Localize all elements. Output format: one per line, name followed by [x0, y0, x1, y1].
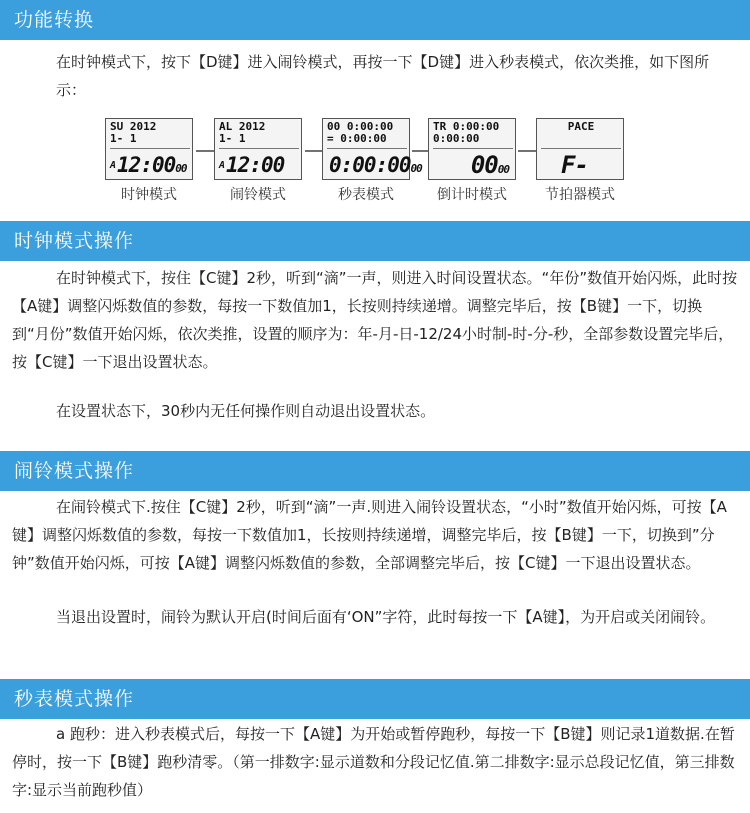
section-header-function-switch	[0, 0, 750, 40]
mode-label-stopwatch: 秒表模式	[338, 187, 394, 203]
section-header-alarm-mode	[0, 451, 750, 491]
mode-figures	[0, 118, 750, 208]
mode-label-alarm: 闹铃模式	[230, 187, 286, 203]
lcd-stopwatch-mode	[322, 118, 422, 180]
section-title: 时钟模式操作	[14, 230, 135, 252]
stopwatch-mode-paragraph-1: a 跑秒：进入秒表模式后，每按一下【A键】为开始或暂停跑秒，每按一下【B键】则记录1道数据.在暂停时，按一下【B键】跑秒清零。（第一排数字:显示道数和分段记忆值.第二排数字:显示总段记忆值，第三排数字:显示当前跑秒值）	[12, 725, 735, 799]
lcd-top-line-2: = 0:00:00	[327, 133, 387, 145]
lcd-metronome-mode	[536, 118, 624, 180]
clock-mode-paragraph-2: 在设置状态下，30秒内无任何操作则自动退出设置状态。	[56, 402, 436, 420]
lcd-main-digits: 12:00	[226, 153, 285, 177]
alarm-mode-paragraph-1: 在闹铃模式下.按住【C键】2秒，听到“滴”一声.则进入闹铃设置状态，“小时”数值开始闪烁，可按【A键】调整闪烁数值的参数，每按一下数值加1，长按则持续递增，调整完毕后，按【B键】一下，切换到”分钟”数值开始闪烁，可按【A键】调整闪烁数值的参数，全部调整完毕后，按【C键】一下退出设置状态。	[12, 498, 727, 572]
lcd-top-line-1: TR 0:00:00	[433, 121, 500, 133]
lcd-countdown-mode	[428, 118, 516, 180]
lcd-seconds: 00	[410, 162, 422, 175]
lcd-seconds: 00	[497, 163, 509, 176]
function-switch-paragraph: 在时钟模式下，按下【D键】进入闹铃模式，再按一下【D键】进入秒表模式，依次类推，如下图所示：	[56, 53, 710, 99]
alarm-mode-paragraph-2: 当退出设置时，闹铃为默认开启(时间后面有‘ON”字符，此时每按一下【A键】，为开启或关闭闹铃。	[56, 608, 716, 626]
section-title: 闹铃模式操作	[14, 460, 135, 482]
mode-label-metronome: 节拍器模式	[545, 187, 615, 203]
lcd-main-digits: 0:00:00	[329, 153, 411, 177]
lcd-top-line-1: 00 0:00:00	[327, 121, 394, 133]
clock-mode-paragraph-1: 在时钟模式下，按住【C键】2秒，听到“滴”一声，则进入时间设置状态。“年份”数值开始闪烁，此时按【A键】调整闪烁数值的参数，每按一下数值加1，长按则持续递增。调整完毕后，按【B键】一下，切换到“月份”数值开始闪烁，依次类推，设置的顺序为：年-月-日-12/24小时制-时-分-秒，全部参数设置完毕后，按【C键】一下退出设置状态。	[12, 269, 738, 371]
lcd-top-line-2: 1- 1	[110, 133, 137, 145]
lcd-top-line-1: AL 2012	[219, 121, 266, 133]
lcd-top-line-2: 1- 1	[219, 133, 246, 145]
lcd-main-digits: 12:00	[117, 153, 176, 177]
section-title: 功能转换	[14, 9, 95, 31]
lcd-main-digits: 00	[470, 151, 498, 179]
section-header-clock-mode	[0, 221, 750, 261]
lcd-prefix: A	[219, 160, 225, 171]
mode-label-clock: 时钟模式	[121, 187, 177, 203]
lcd-seconds: 00	[175, 162, 187, 175]
lcd-main-digits: F-	[561, 151, 588, 179]
section-title: 秒表模式操作	[14, 688, 135, 710]
lcd-top-line-1: SU 2012	[110, 121, 157, 133]
mode-label-countdown: 倒计时模式	[437, 187, 507, 203]
lcd-prefix: A	[110, 160, 116, 171]
lcd-clock-mode	[105, 118, 193, 180]
section-header-stopwatch-mode	[0, 679, 750, 719]
lcd-top-line-2: 0:00:00	[433, 133, 480, 145]
lcd-alarm-mode	[214, 118, 302, 180]
lcd-top-line-1: PACE	[567, 121, 595, 133]
